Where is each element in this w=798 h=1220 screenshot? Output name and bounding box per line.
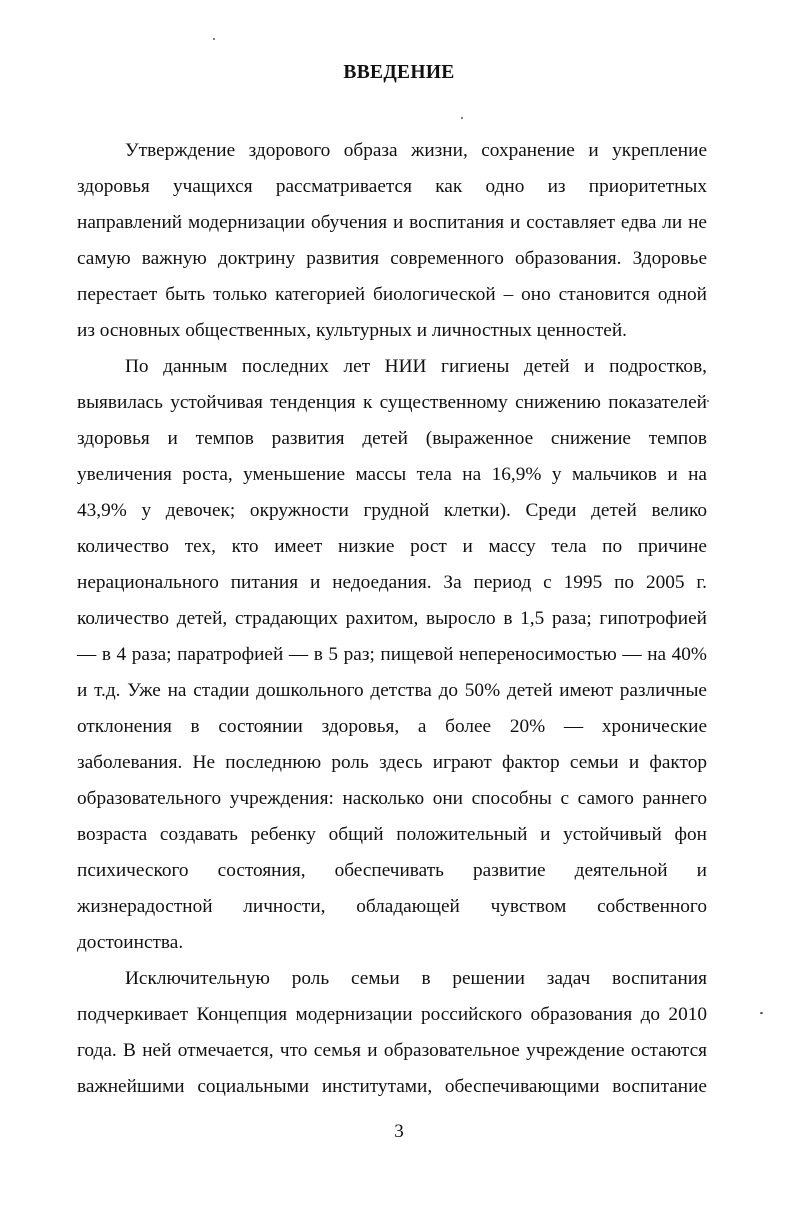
text-line: здоровья учащихся рассматривается как одно из приоритетных <box>77 176 707 197</box>
text-line: — в 4 раза; паратрофией — в 5 раз; пищевой непереносимостью — на 40% <box>77 644 707 665</box>
scan-speck <box>707 400 709 402</box>
text-line: года. В ней отмечается, что семья и образовательное учреждение остаются <box>77 1040 707 1061</box>
scan-speck <box>760 1012 763 1014</box>
text-line: количество детей, страдающих рахитом, выросло в 1,5 раза; гипотрофией <box>77 608 707 629</box>
text-line: подчеркивает Концепция модернизации российского образования до 2010 <box>77 1004 707 1025</box>
text-line: жизнерадостной личности, обладающей чувством собственного <box>77 896 707 917</box>
text-line: направлений модернизации обучения и воспитания и составляет едва ли не <box>77 212 707 233</box>
text-line: выявилась устойчивая тенденция к существенному снижению показателей <box>77 392 707 413</box>
text-line: возраста создавать ребенку общий положительный и устойчивый фон <box>77 824 707 845</box>
scan-speck <box>213 38 215 40</box>
text-line: здоровья и темпов развития детей (выраженное снижение темпов <box>77 428 707 449</box>
text-line: увеличения роста, уменьшение массы тела на 16,9% у мальчиков и на <box>77 464 707 485</box>
text-line: нерационального питания и недоедания. За период с 1995 по 2005 г. <box>77 572 707 593</box>
text-line: достоинства. <box>77 932 184 953</box>
text-line: перестает быть только категорией биологической – оно становится одной <box>77 284 707 305</box>
text-line: и т.д. Уже на стадии дошкольного детства до 50% детей имеют различные <box>77 680 707 701</box>
text-line: самую важную доктрину развития современного образования. Здоровье <box>77 248 707 269</box>
text-line: 43,9% у девочек; окружности грудной клетки). Среди детей велико <box>77 500 707 521</box>
text-line: Исключительную роль семьи в решении задач воспитания <box>125 968 707 989</box>
text-line: образовательного учреждения: насколько они способны с самого раннего <box>77 788 707 809</box>
text-line: заболевания. Не последнюю роль здесь играют фактор семьи и фактор <box>77 752 707 773</box>
text-line: По данным последних лет НИИ гигиены детей и подростков, <box>125 356 707 377</box>
scan-speck <box>461 117 463 119</box>
text-line: отклонения в состоянии здоровья, а более 20% — хронические <box>77 716 707 737</box>
text-line: из основных общественных, культурных и личностных ценностей. <box>77 320 627 341</box>
text-line: количество тех, кто имеет низкие рост и массу тела по причине <box>77 536 707 557</box>
page-number: 3 <box>394 1121 404 1142</box>
text-line: важнейшими социальными институтами, обеспечивающими воспитание <box>77 1076 707 1097</box>
text-line: Утверждение здорового образа жизни, сохранение и укрепление <box>125 140 707 161</box>
section-title: ВВЕДЕНИЕ <box>343 62 455 83</box>
text-line: психического состояния, обеспечивать развитие деятельной и <box>77 860 707 881</box>
